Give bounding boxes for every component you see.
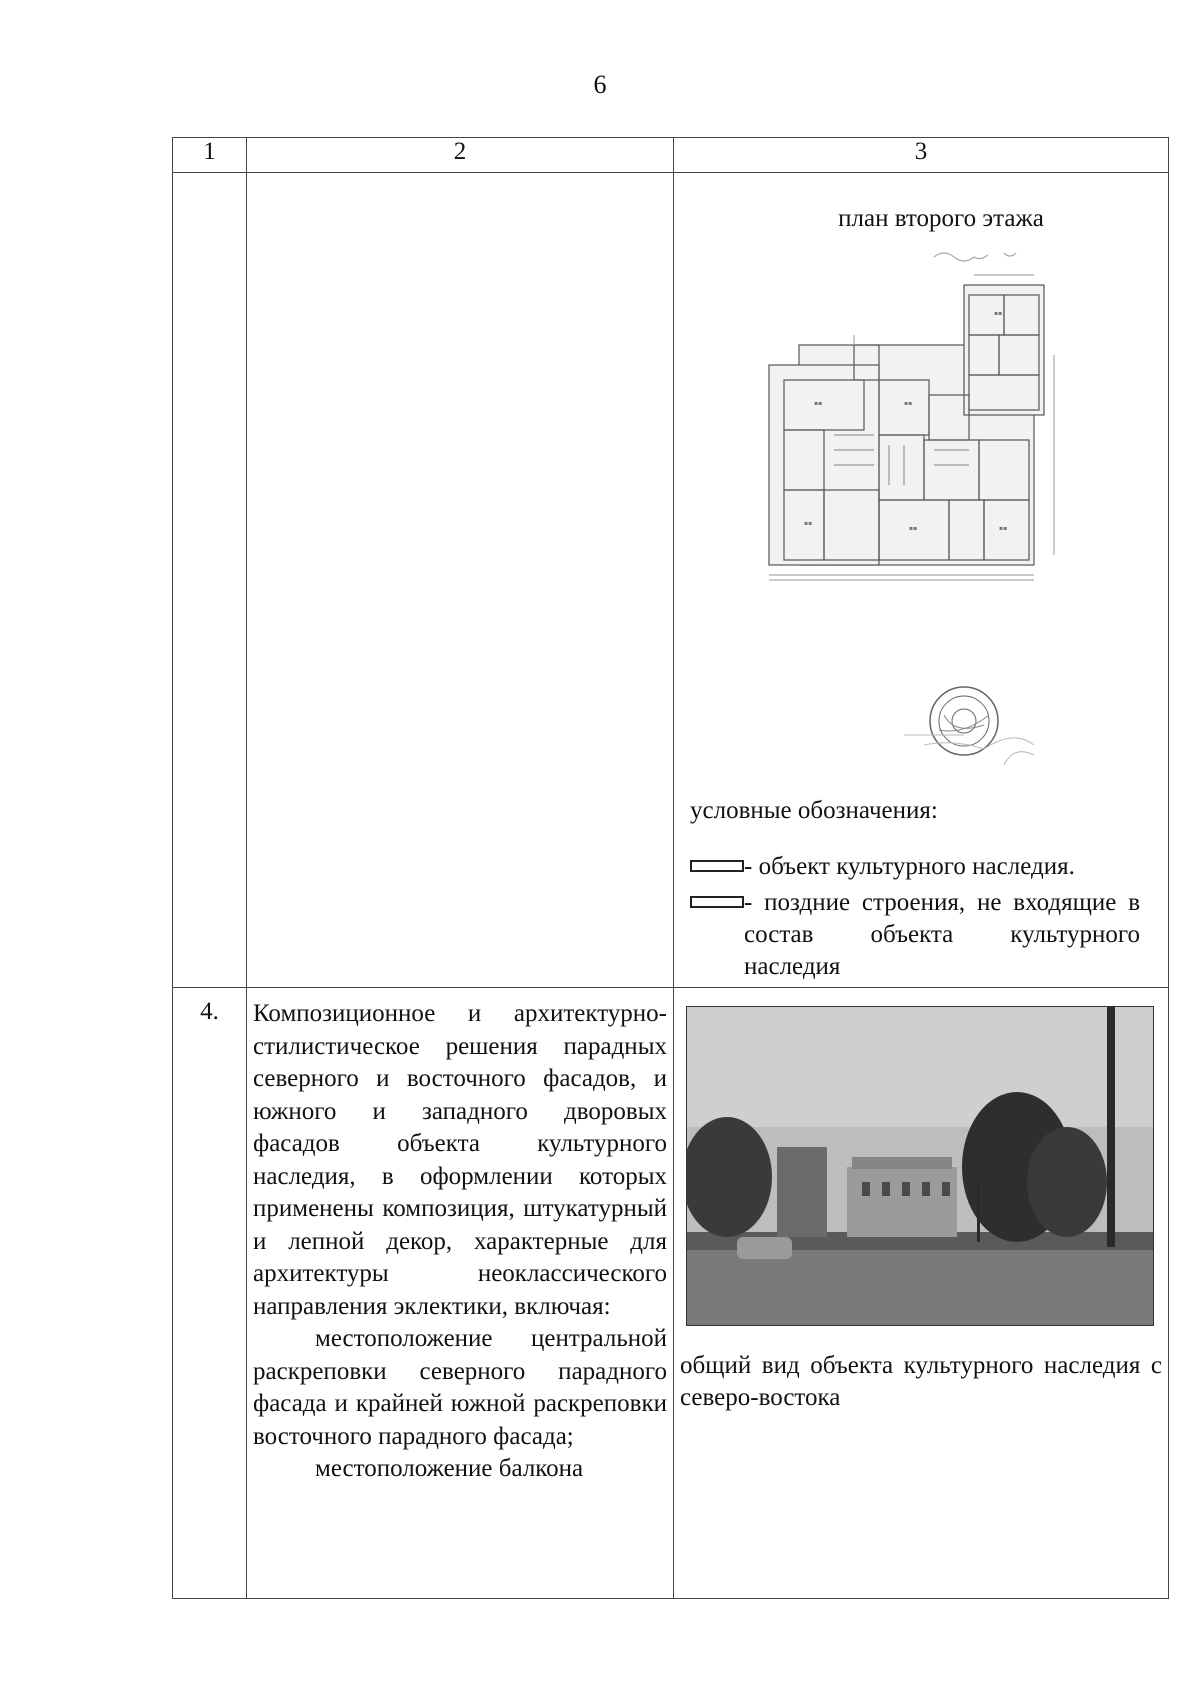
header-col-2: 2 xyxy=(247,138,674,173)
row2-description-cell xyxy=(247,988,674,1599)
svg-text:▪▪: ▪▪ xyxy=(804,520,813,527)
svg-text:▪▪: ▪▪ xyxy=(904,400,913,407)
photo-caption: общий вид объекта культурного наследия с северо-востока xyxy=(680,1352,1162,1411)
round-seal-stamp xyxy=(674,675,1168,793)
header-col-3: 3 xyxy=(674,138,1169,173)
description-paragraph: местоположение балкона xyxy=(315,1455,584,1482)
svg-text:▪▪: ▪▪ xyxy=(994,310,1003,317)
seal-icon xyxy=(674,675,1169,793)
floor-plan-drawing xyxy=(674,245,1168,675)
svg-text:▪▪: ▪▪ xyxy=(814,400,823,407)
legend-title: условные обозначения: xyxy=(690,797,938,824)
description-paragraph: местоположение центральной раскреповки северного парадного фасада и крайней южной раскреповки восточного парадного фасада; xyxy=(253,1325,667,1450)
header-col-1: 1 xyxy=(173,138,247,173)
table-row xyxy=(173,988,1169,1599)
legend-item xyxy=(690,851,1140,883)
row2-image-cell xyxy=(674,988,1169,1599)
legend xyxy=(690,851,1140,983)
row1-description-cell xyxy=(247,173,674,988)
plan-title: план второго этажа xyxy=(838,205,1044,232)
building-photo xyxy=(686,1006,1154,1326)
document-table xyxy=(172,137,1169,1599)
description-paragraph: Композиционное и архитектурно-стилистическое решения парадных северного и восточного фасадов, и южного и западного дворовых фасадов объекта культурного наследия, в оформлении которых применены композиция, штукатурный и лепной декор, характерные для архитектуры неоклассического направления эклектики, включая: xyxy=(253,1000,667,1320)
legend-text: - поздние строения, не входящие в состав объекта культурного наследия xyxy=(744,889,1140,980)
later-buildings-swatch-icon xyxy=(690,896,744,908)
row2-number: 4. xyxy=(173,988,247,1599)
svg-text:▪▪: ▪▪ xyxy=(909,525,918,532)
page-number: 6 xyxy=(593,70,607,99)
heritage-swatch-icon xyxy=(690,860,744,872)
legend-text: - объект культурного наследия. xyxy=(744,853,1075,880)
building-photo-icon xyxy=(687,1007,1154,1325)
table-row xyxy=(173,173,1169,988)
table-header-row xyxy=(173,138,1169,173)
legend-item xyxy=(690,887,1140,983)
svg-text:▪▪: ▪▪ xyxy=(999,525,1008,532)
row1-image-cell xyxy=(674,173,1169,988)
floor-plan-icon xyxy=(674,245,1169,675)
row1-number-cell xyxy=(173,173,247,988)
